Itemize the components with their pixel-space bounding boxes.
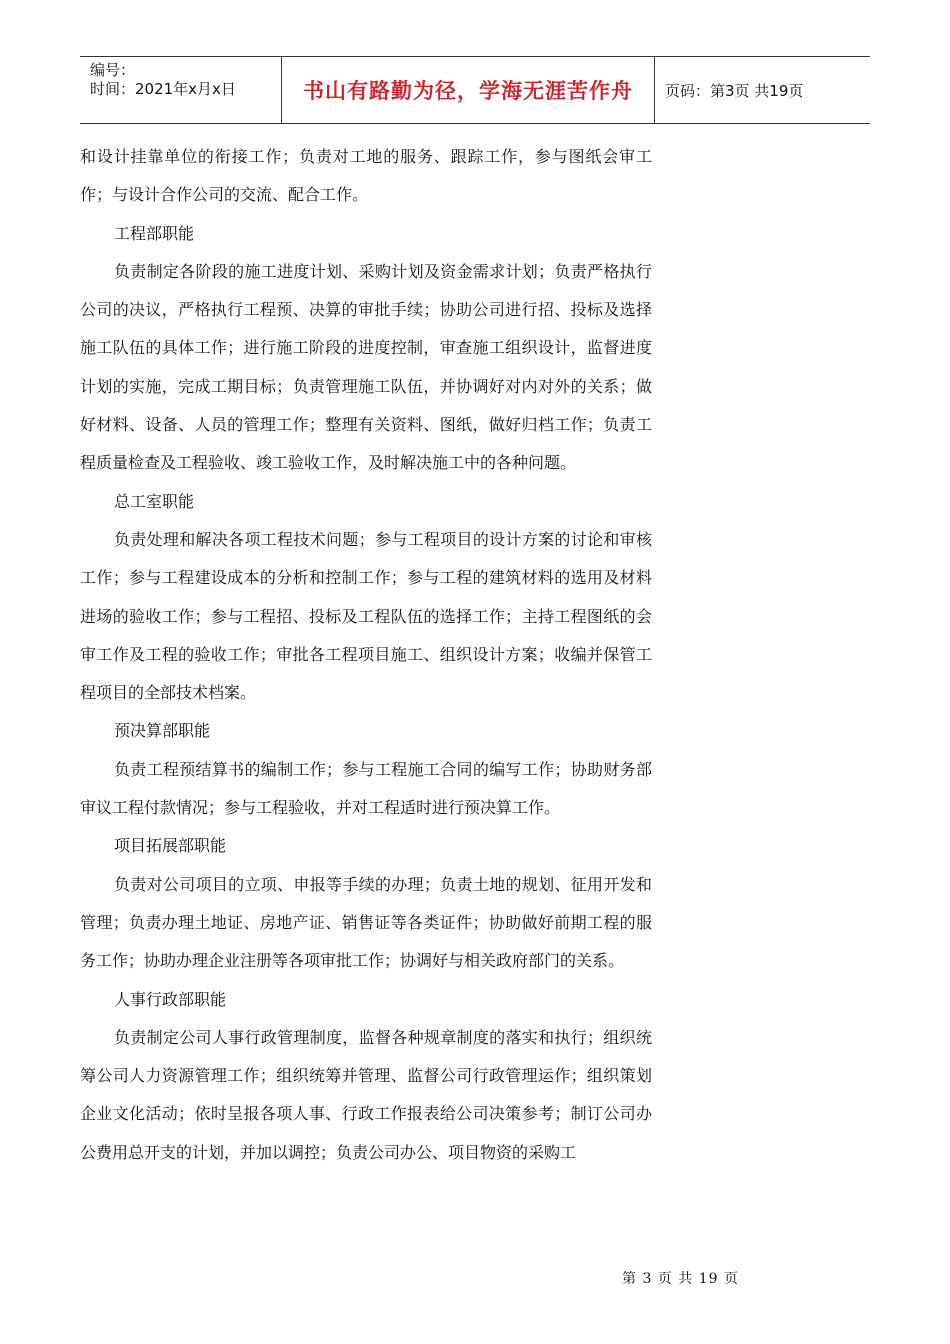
paragraph: 负责制定公司人事行政管理制度，监督各种规章制度的落实和执行；组织统筹公司人力资源管理工作；组织统筹并管理、监督公司行政管理运作；组织策划企业文化活动；依时呈报各项人事、行政工作报表给公司决策参考；制订公司办公费用总开支的计划，并加以调控；负责公司办公、项目物资的采购工 [80,1027,652,1162]
section-heading-engineering: 工程部职能 [114,223,195,243]
section-heading-hr-admin: 人事行政部职能 [114,989,227,1009]
page-header [80,56,870,124]
paragraph: 负责制定各阶段的施工进度计划、采购计划及资金需求计划；负责严格执行公司的决议，严格执行工程预、决算的审批手续；协助公司进行招、投标及选择施工队伍的具体工作；进行施工阶段的进度控制，审查施工组织设计，监督进度计划的实施，完成工期目标；负责管理施工队伍，并协调好对内对外的关系；做好材料、设备、人员的管理工作；整理有关资料、图纸，做好归档工作；负责工程质量检查及工程验收、竣工验收工作，及时解决施工中的各种问题。 [80,261,652,473]
header-page-info: 页码：第3页 共19页 [665,81,804,100]
header-motto: 书山有路勤为径，学海无涯苦作舟 [282,57,655,123]
document-body [80,138,652,1172]
document-time-label: 时间：2021年x月x日 [90,80,236,98]
paragraph: 和设计挂靠单位的衔接工作；负责对工地的服务、跟踪工作，参与图纸会审工作；与设计合作公司的交流、配合工作。 [80,147,652,205]
header-meta [80,57,282,123]
section-heading-project-development: 项目拓展部职能 [114,836,227,856]
paragraph: 负责对公司项目的立项、申报等手续的办理；负责土地的规划、征用开发和管理；负责办理土地证、房地产证、销售证等各类证件；协助做好前期工程的服务工作；协助办理企业注册等各项审批工作；协调好与相关政府部门的关系。 [80,874,652,971]
document-number-label: 编号： [90,61,136,79]
page-footer: 第 3 页 共 19 页 [622,1271,739,1287]
section-heading-budget: 预决算部职能 [114,721,211,741]
paragraph: 负责工程预结算书的编制工作；参与工程施工合同的编写工作；协助财务部审议工程付款情况；参与工程验收，并对工程适时进行预决算工作。 [80,759,652,818]
paragraph: 负责处理和解决各项工程技术问题；参与工程项目的设计方案的讨论和审核工作；参与工程建设成本的分析和控制工作；参与工程的建筑材料的选用及材料进场的验收工作；参与工程招、投标及工程队伍的选择工作；主持工程图纸的会审工作及工程的验收工作；审批各工程项目施工、组织设计方案；收编并保管工程项目的全部技术档案。 [80,529,652,703]
section-heading-chief-engineer: 总工室职能 [114,491,195,511]
